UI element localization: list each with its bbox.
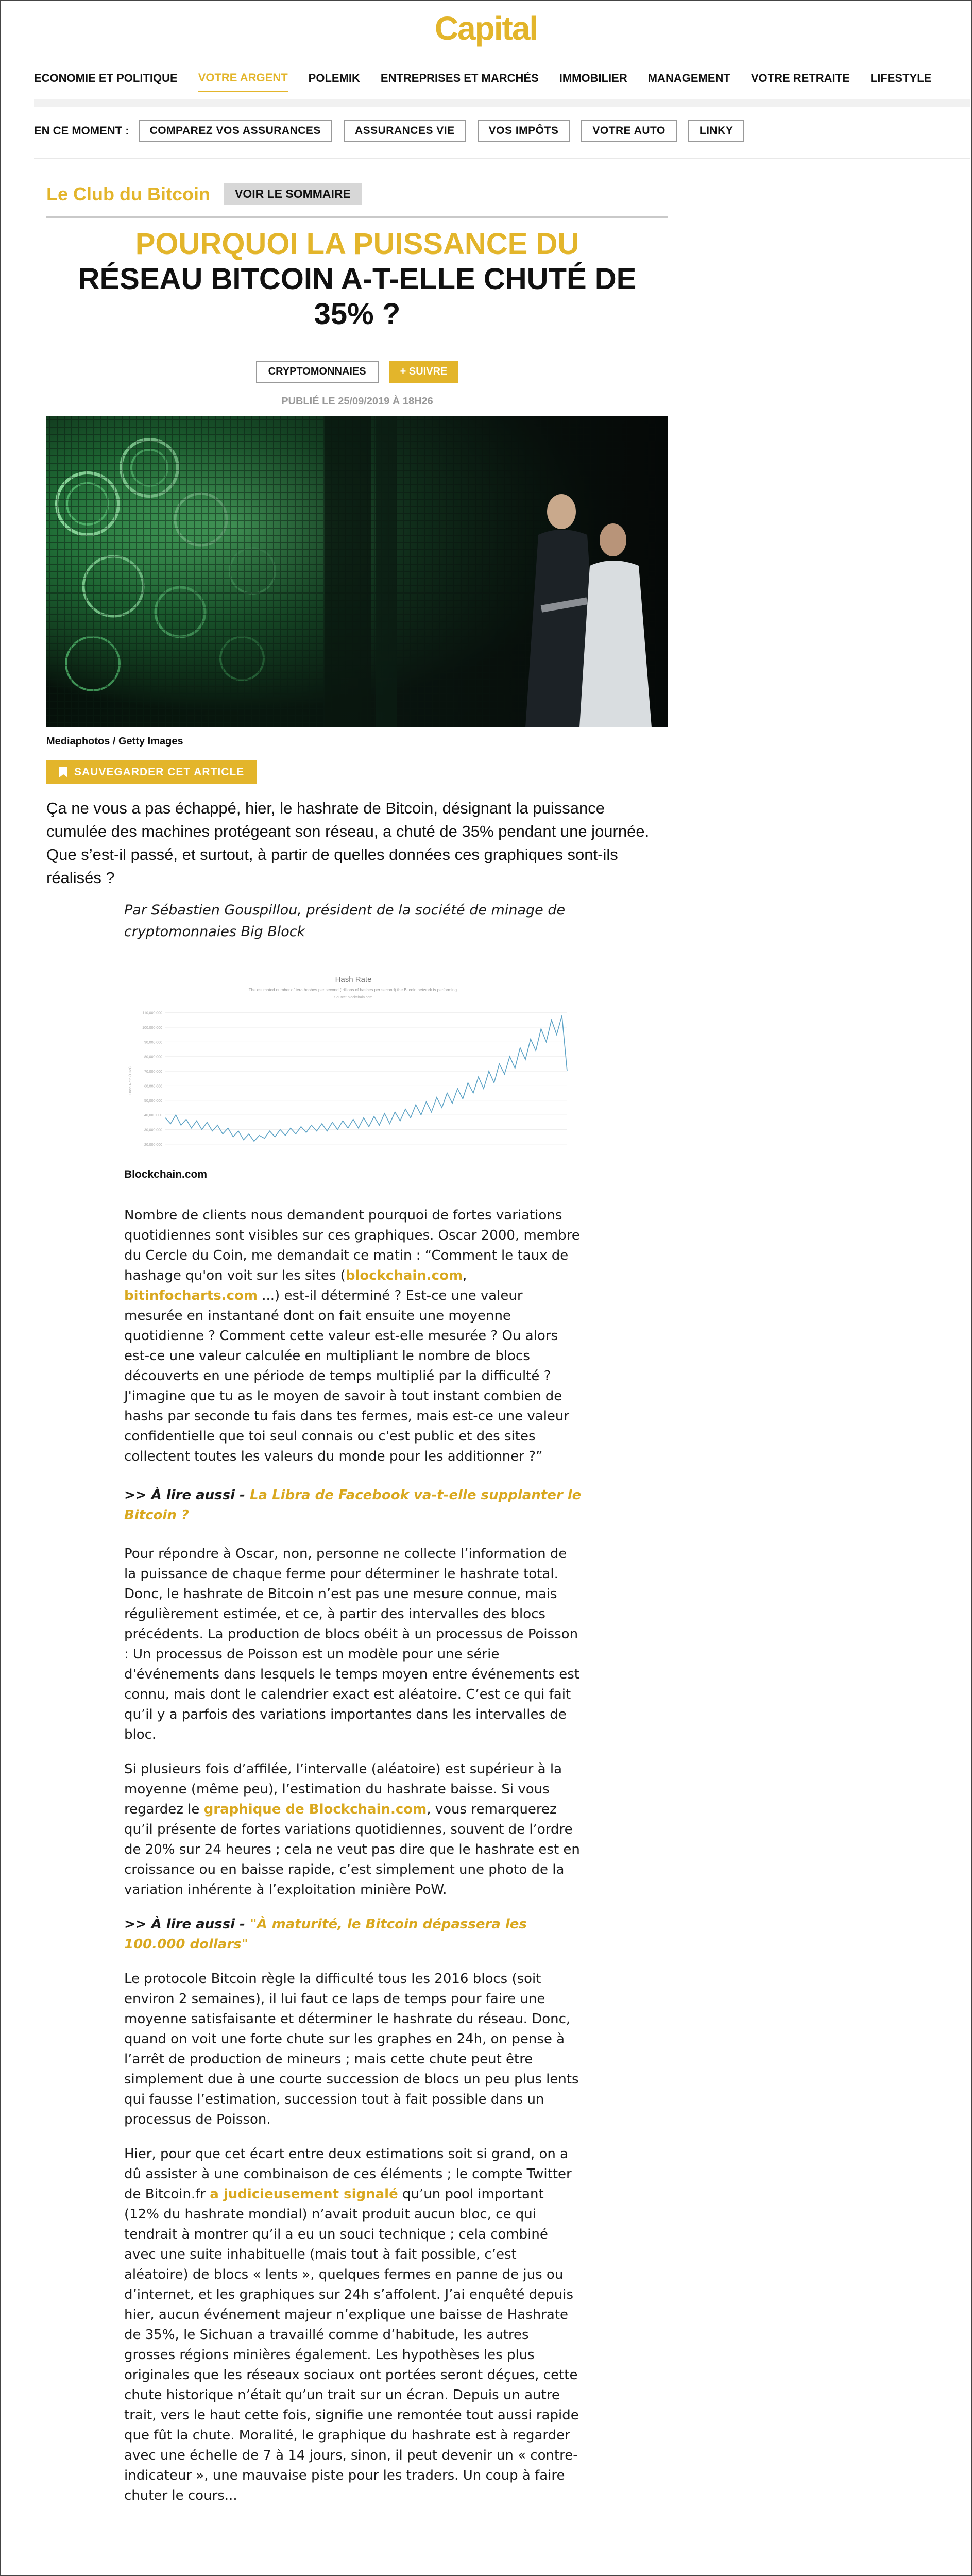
nav-item-2[interactable]: POLEMIK (308, 72, 360, 84)
photo-credit: Mediaphotos / Getty Images (46, 736, 183, 747)
article-title-line2: RÉSEAU BITCOIN A-T-ELLE CHUTÉ DE 35% ? (78, 262, 637, 331)
read-also-2 (124, 1914, 583, 1955)
trending-item-3[interactable]: VOTRE AUTO (581, 120, 677, 142)
chart-ytick-label: 60,000,000 (144, 1084, 162, 1089)
bitinfocharts-link[interactable]: bitinfocharts.com (124, 1288, 258, 1303)
chart-ytick-label: 90,000,000 (144, 1041, 162, 1045)
trending-bar (34, 120, 756, 142)
trending-item-1[interactable]: ASSURANCES VIE (344, 120, 466, 142)
save-article-label: SAUVEGARDER CET ARTICLE (74, 766, 245, 778)
paragraph-4: Le protocole Bitcoin règle la difficulté tous les 2016 blocs (soit environ 2 semaines), il lui faut ce laps de temps pour faire une moyenne satisfaisante et déterminer le hashrate du réseau. Donc, quand on voit une forte chute sur les graphes en 24h, on pense à l’arrêt de production de mineurs ; mais cette chute peut être simplement due à une courte succession de blocs un peu plus lents qui fausse l’estimation, succession tout à fait possible dans un processus de Poisson. (124, 1971, 579, 2127)
article-title-line1: POURQUOI LA PUISSANCE DU (135, 227, 579, 261)
club-title[interactable]: Le Club du Bitcoin (46, 183, 210, 205)
nav-item-1[interactable]: VOTRE ARGENT (198, 65, 288, 92)
chart-ytick-label: 30,000,000 (144, 1128, 162, 1132)
nav-item-7[interactable]: LIFESTYLE (870, 72, 932, 84)
blockchain-chart-link[interactable]: graphique de Blockchain.com (203, 1802, 427, 1817)
p1-text-b: ...) est-il déterminé ? Est-ce une valeur mesurée en instantané dont on fait ensuite une moyenne quotidienne ? Comment cette valeur est-elle mesurée ? Ou alors est-ce une valeur calculée en multipliant le nombre de blocs découverts en une période de temps multiplié par la difficulté ? J'imagine que tu as le moyen de savoir à tout instant combien de hashs par seconde tu fais dans tes fermes, mais est-ce une valeur confidentielle que toi seul connais ou c'est public et des sites collectent toutes les valeurs du monde pour les additionner ?” (124, 1288, 570, 1464)
paragraph-1 (124, 1206, 583, 1467)
chart-subtitle: The estimated number of tera hashes per second (trillions of hashes per second) the Bitcoin network is performing. (248, 988, 458, 992)
trending-item-2[interactable]: VOS IMPÔTS (478, 120, 570, 142)
chart-ytick-label: 50,000,000 (144, 1099, 162, 1103)
chart-ytick-label: 80,000,000 (144, 1055, 162, 1059)
blockchain-link[interactable]: blockchain.com (345, 1268, 463, 1283)
chart-title: Hash Rate (335, 975, 372, 984)
chart-ytick-label: 70,000,000 (144, 1070, 162, 1074)
chart-source: Source: blockchain.com (334, 996, 373, 999)
nav-item-4[interactable]: IMMOBILIER (559, 72, 627, 84)
p1-text-a: Nombre de clients nous demandent pourquoi de fortes variations quotidiennes sont visibles sur ces graphiques. Oscar 2000, membre du Cercle du Coin, me demandait ce matin : “Comment le taux de hashage qu'on voit sur les sites ( (124, 1208, 580, 1283)
p5-text-a: Hier, pour que cet écart entre deux estimations soit si grand, on a dû assister à une combinaison de ces éléments ; le compte Twitter de Bitcoin.fr (124, 2146, 572, 2202)
read-also-1 (124, 1485, 583, 1526)
paragraph-2: Pour répondre à Oscar, non, personne ne collecte l’information de la puissance de chaque ferme pour déterminer le hashrate total. Donc, le hashrate de Bitcoin n’est pas une mesure connue, mais régulièrement estimée, et ce, à partir des intervalles des blocs précédents. La production de blocs obéit à un processus de Poisson : Un processus de Poisson est un modèle pour une série d'événements dans lesquels le temps moyen entre événements est connu, mais dont le calendrier exact est aléatoire. C’est ce qui fait qu’il y a parfois des variations importantes dans les intervalles de bloc. (124, 1546, 579, 1742)
follow-button[interactable]: + SUIVRE (389, 361, 459, 383)
chart-series-line (165, 1015, 567, 1141)
article-tags (46, 361, 668, 383)
main-nav (34, 64, 952, 92)
chart-ytick-label: 20,000,000 (144, 1143, 162, 1147)
site-header (0, 0, 972, 57)
trending-item-4[interactable]: LINKY (688, 120, 745, 142)
trending-label: EN CE MOMENT : (34, 124, 129, 137)
hashrate-chart-svg (124, 969, 583, 1159)
nav-item-0[interactable]: ECONOMIE ET POLITIQUE (34, 72, 178, 84)
article-author: Par Sébastien Gouspillou, président de la société de minage de cryptomonnaies Big Block (124, 902, 566, 940)
chart-ytick-label: 40,000,000 (144, 1114, 162, 1118)
p3-text-b: , vous remarquerez qu’il présente de fortes variations quotidiennes, souvent de l’ordre de 20% sur 24 heures ; cela ne veut pas dire que le hashrate est en croissance ou en baisse rapide, c’est simplement une photo de la variation inhérente à l’exploitation minière PoW. (124, 1802, 580, 1897)
read-also-1-prefix: >> À lire aussi - (124, 1487, 250, 1503)
bitcoin-fr-link[interactable]: a judicieusement signalé (210, 2187, 398, 2202)
paragraph-5 (124, 2144, 583, 2506)
chart-ylabel: Hash Rate (TH/s) (129, 1066, 132, 1095)
read-also-2-link[interactable]: "À maturité, le Bitcoin dépassera les 100.000 dollars" (124, 1917, 527, 1952)
chart-ytick-label: 110,000,000 (142, 1011, 162, 1015)
read-also-2-prefix: >> À lire aussi - (124, 1917, 250, 1932)
club-header (46, 183, 362, 205)
nav-separator (34, 99, 970, 107)
article-body (124, 1206, 583, 2506)
p3-text-a: Si plusieurs fois d’affilée, l’intervalle (aléatoire) est supérieur à la moyenne (même peu), l’estimation du hashrate baisse. Si vous regardez le (124, 1761, 562, 1817)
club-divider (46, 216, 668, 218)
nav-item-5[interactable]: MANAGEMENT (647, 72, 730, 84)
nav-item-3[interactable]: ENTREPRISES ET MARCHÉS (380, 72, 539, 84)
view-summary-button[interactable]: VOIR LE SOMMAIRE (224, 183, 362, 205)
save-article-button[interactable] (46, 760, 257, 784)
category-tag[interactable]: CRYPTOMONNAIES (256, 361, 379, 383)
paragraph-3 (124, 1759, 583, 1900)
p5-text-b: qu’un pool important (12% du hashrate mondial) n’avait produit aucun bloc, ce qui tendrait à montrer qu’il a eu un souci technique ; cela combiné avec une suite inhabituelle (mais tout à fait possible, c’est aléatoire) de blocs « lents », quelques fermes en panne de jus ou d’internet, et les graphiques sur 24h s’affolent. J’ai enquêté depuis hier, aucun événement majeur n’explique une baisse de Hashrate de 35%, le Sichuan a travaillé comme d’habitude, les autres grosses régions minières également. Les hypothèses les plus originales que les réseaux sociaux ont portées seront déçues, cette chute historique n’était qu’un trait sur un écran. Depuis un autre trait, vers le haut cette fois, signifie une remontée tout aussi rapide que fût la chute. Moralité, le graphique du hashrate est à regarder avec une échelle de 7 à 14 jours, sinon, il peut devenir un « contre-indicateur », une mauvaise piste pour les traders. Un coup à faire chuter le cours... (124, 2187, 579, 2503)
p1-sep: , (463, 1268, 467, 1283)
hero-image (46, 416, 668, 727)
chart-credit: Blockchain.com (124, 1168, 208, 1180)
publish-date: PUBLIÉ LE 25/09/2019 À 18H26 (281, 396, 433, 407)
read-also-1-link[interactable]: La Libra de Facebook va-t-elle supplanter le Bitcoin ? (124, 1487, 582, 1523)
hashrate-chart (124, 969, 583, 1159)
trending-item-0[interactable]: COMPAREZ VOS ASSURANCES (139, 120, 332, 142)
bookmark-icon (59, 767, 68, 778)
article-title (46, 227, 668, 332)
site-logo[interactable]: Capital (434, 10, 538, 47)
nav-item-6[interactable]: VOTRE RETRAITE (751, 72, 850, 84)
server-room-photo (46, 416, 668, 727)
trending-divider (34, 158, 970, 159)
article-lead: Ça ne vous a pas échappé, hier, le hashrate de Bitcoin, désignant la puissance cumulée des machines protégeant son réseau, a chuté de 35% pendant une journée. Que s’est-il passé, et surtout, à partir de quelles données ces graphiques sont-ils réalisés ? (46, 799, 650, 887)
chart-ytick-label: 100,000,000 (142, 1026, 162, 1030)
